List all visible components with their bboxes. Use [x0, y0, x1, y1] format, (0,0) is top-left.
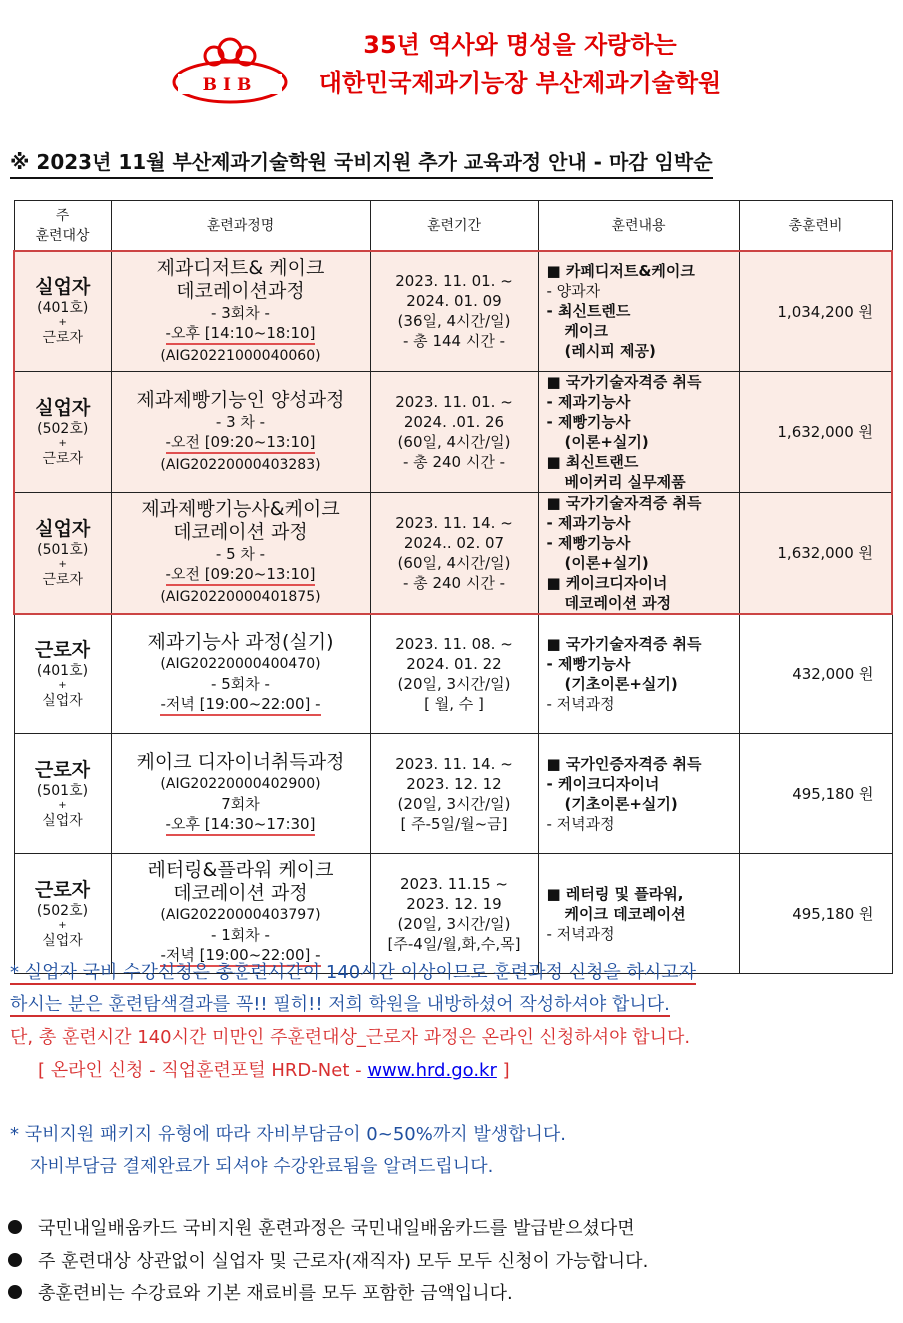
note-1: [10, 958, 696, 984]
table-row: [14, 492, 892, 614]
content-cell: [538, 251, 739, 371]
course-table: [13, 200, 893, 974]
period-line: 2023. 11. 14. ~: [395, 513, 513, 532]
bullet-icon: [8, 1220, 22, 1234]
period-line: 2024.. 02. 07: [403, 533, 505, 552]
period-line: [ 주-5일/월~금]: [400, 814, 508, 833]
course-name: 제과디저트& 케이크: [156, 256, 325, 279]
content-cell: [538, 734, 739, 854]
target-cell: [14, 614, 111, 734]
period-cell: [370, 492, 538, 614]
period-line: 2024. 01. 22: [406, 654, 502, 673]
period-cell: [370, 614, 538, 734]
period-line: 2024. .01. 26: [403, 412, 505, 431]
course-name: 케이크 디자이너취득과정: [136, 750, 345, 773]
content-line: (기초이론+실기): [564, 794, 678, 813]
bullet-item: 총훈련비는 수강료와 기본 재료비를 모두 포함한 금액입니다.: [8, 1279, 513, 1305]
course-time: -오후 [14:30~17:30]: [166, 814, 316, 836]
target-sub: 근로자: [42, 450, 84, 467]
course-round: - 5회차 -: [211, 674, 270, 693]
course-time: -저녁 [19:00~22:00] -: [160, 694, 320, 716]
period-line: (36일, 4시간/일): [397, 312, 511, 331]
period-line: 2023. 12. 12: [406, 774, 502, 793]
note1-line1: * 실업자 국비 수강신청은 총훈련시간이 140시간 이상이므로 훈련과정 신청을 하시고자: [10, 962, 697, 983]
content-line: (기초이론+실기): [564, 674, 678, 693]
content-line: - 케이크디자이너: [546, 774, 660, 793]
course-code: (AIG20220000401875): [160, 589, 321, 605]
period-cell: [370, 854, 538, 974]
course-name: 데코레이션 과정: [173, 882, 308, 904]
period-line: (60일, 4시간/일): [397, 432, 511, 451]
course-name: 제과기능사 과정(실기): [147, 630, 334, 653]
content-line: ■ 최신트랜드: [546, 452, 639, 471]
note1-line2: 하시는 분은 훈련탐색결과를 꼭!! 필히!! 저희 학원을 내방하셨어 작성하셔야 합니다.: [10, 994, 670, 1015]
period-line: [ 월, 수 ]: [424, 694, 484, 713]
content-line: - 저녁과정: [546, 924, 615, 943]
content-line: - 제과기능사: [546, 513, 631, 532]
target-room: (401호): [36, 662, 89, 679]
course-round: 7회차: [221, 794, 260, 813]
content-line: - 제빵기능사: [546, 533, 631, 552]
header-content: 훈련내용: [538, 201, 739, 252]
content-line: ■ 레터링 및 플라워,: [546, 884, 684, 903]
course-round: - 3회차 -: [211, 303, 270, 322]
cost-cell: 1,632,000 원: [739, 371, 892, 492]
target-plus: +: [58, 558, 67, 570]
content-cell: [538, 492, 739, 614]
target-plus: +: [58, 919, 67, 931]
bullet-icon: [8, 1285, 22, 1299]
period-line: [주-4일/월,화,수,목]: [387, 934, 521, 953]
period-line: 2023. 11. 14. ~: [395, 754, 513, 773]
online-apply: [ 온라인 신청 - 직업훈련포털 HRD-Net - www.hrd.go.kr ]: [38, 1060, 510, 1081]
target-cell: [14, 734, 111, 854]
table-row: [14, 371, 892, 492]
bullet-icon: [8, 1253, 22, 1267]
course-round: - 5 차 -: [215, 545, 266, 563]
content-line: 데코레이션 과정: [564, 593, 672, 612]
target-plus: +: [58, 799, 67, 811]
target-plus: +: [58, 437, 67, 449]
header-course: 훈련과정명: [111, 201, 370, 252]
content-line: 케이크 데코레이션: [564, 904, 686, 923]
course-name: 레터링&플라워 케이크: [147, 859, 334, 881]
period-line: - 총 240 시간 -: [403, 573, 505, 592]
table-row: [14, 734, 892, 854]
content-line: ■ 국가인증자격증 취득: [546, 754, 702, 773]
logo-text: BIB: [202, 75, 258, 95]
course-cell: [111, 734, 370, 854]
course-name: 데코레이션 과정: [173, 521, 308, 543]
content-line: - 제빵기능사: [546, 412, 631, 431]
target-room: (401호): [37, 300, 89, 317]
course-code: (AIG20220000403797): [160, 907, 321, 923]
period-line: (20일, 3시간/일): [397, 794, 511, 813]
content-line: - 최신트렌드: [546, 302, 631, 321]
academy-tagline: [300, 30, 740, 98]
period-line: (20일, 3시간/일): [397, 674, 511, 693]
content-cell: [538, 371, 739, 492]
period-line: 2023. 11. 01. ~: [395, 392, 513, 411]
note2-line1: * 국비지원 패키지 유형에 따라 자비부담금이 0~50%까지 발생합니다.: [10, 1124, 567, 1145]
target-plus: +: [58, 317, 67, 329]
course-round: - 3 차 -: [215, 412, 266, 431]
course-time: -오후 [14:10~18:10]: [166, 323, 316, 345]
target-room: (501호): [37, 541, 89, 558]
content-line: - 제과기능사: [546, 392, 631, 411]
bib-logo: [170, 32, 290, 108]
content-line: ■ 국가기술자격증 취득: [546, 372, 702, 391]
target-sub: 실업자: [42, 932, 83, 949]
content-line: - 저녁과정: [546, 814, 615, 833]
table-header-row: [14, 201, 892, 252]
course-code: (AIG20220000403283): [160, 456, 321, 473]
course-cell: [111, 854, 370, 974]
course-cell: [111, 614, 370, 734]
content-line: 베이커리 실무제품: [564, 472, 686, 491]
course-code: (AIG20221000040060): [160, 347, 321, 364]
period-line: 2023. 11. 01. ~: [395, 272, 513, 291]
content-line: 케이크: [564, 322, 608, 341]
content-line: ■ 카페디저트&케이크: [546, 262, 695, 281]
content-line: - 저녁과정: [546, 694, 615, 713]
target-cell: [14, 492, 111, 614]
period-line: (60일, 4시간/일): [397, 553, 511, 572]
period-line: - 총 144 시간 -: [403, 332, 505, 351]
target-room: (501호): [36, 782, 89, 799]
content-cell: [538, 614, 739, 734]
course-round: - 1회차 -: [211, 926, 270, 944]
cost-cell: 432,000 원: [739, 614, 892, 734]
course-cell: [111, 251, 370, 371]
target-sub: 근로자: [42, 571, 84, 588]
note1-line3: 단, 총 훈련시간 140시간 미만인 주훈련대상_근로자 과정은 온라인 신청하셔야 합니다.: [10, 1027, 691, 1048]
period-cell: [370, 734, 538, 854]
content-line: (이론+실기): [564, 432, 649, 451]
content-line: ■ 국가기술자격증 취득: [546, 493, 702, 512]
target-main: 근로자: [34, 878, 91, 901]
target-cell: [14, 371, 111, 492]
cost-cell: 495,180 원: [739, 734, 892, 854]
course-cell: [111, 371, 370, 492]
course-code: (AIG20220000400470): [160, 655, 321, 672]
target-main: 근로자: [34, 638, 91, 661]
table-row: [14, 251, 892, 371]
content-line: (레시피 제공): [564, 342, 656, 361]
content-line: (이론+실기): [564, 553, 649, 572]
target-sub: 근로자: [42, 330, 84, 347]
note2-line2: 자비부담금 결제완료가 되셔야 수강완료됨을 알려드립니다.: [30, 1156, 494, 1177]
period-line: 2024. 01. 09: [406, 292, 502, 311]
period-line: 2023. 11.15 ~: [400, 874, 508, 893]
target-room: (502호): [37, 420, 89, 437]
target-sub: 실업자: [42, 692, 83, 709]
target-main: 실업자: [35, 396, 91, 419]
header-cost: 총훈련비: [739, 201, 892, 252]
table-row: [14, 614, 892, 734]
cost-cell: 495,180 원: [739, 854, 892, 974]
target-main: 실업자: [35, 517, 91, 540]
tagline-line1: 35년 역사와 명성을 자랑하는: [363, 31, 677, 59]
course-time: -오전 [09:20~13:10]: [166, 432, 316, 454]
page-header: [0, 0, 903, 120]
content-line: - 양과자: [546, 282, 601, 301]
content-line: ■ 국가기술자격증 취득: [546, 634, 702, 653]
course-name: 제과제빵기능사&케이크: [141, 498, 340, 520]
target-sub: 실업자: [42, 812, 83, 829]
note-1b: [10, 990, 670, 1016]
course-time: -오전 [09:20~13:10]: [166, 564, 316, 586]
hrd-link[interactable]: www.hrd.go.kr: [367, 1060, 497, 1081]
header-target: 주 훈련대상: [14, 201, 111, 252]
bullet-item: 주 훈련대상 상관없이 실업자 및 근로자(재직자) 모두 모두 신청이 가능합니다.: [8, 1247, 648, 1273]
period-cell: [370, 251, 538, 371]
header-period: 훈련기간: [370, 201, 538, 252]
target-cell: [14, 251, 111, 371]
period-line: 2023. 11. 08. ~: [395, 634, 513, 653]
cost-cell: 1,034,200 원: [739, 251, 892, 371]
target-main: 근로자: [34, 758, 91, 781]
target-main: 실업자: [35, 276, 91, 299]
course-code: (AIG20220000402900): [160, 775, 321, 792]
period-line: 2023. 12. 19: [406, 894, 502, 913]
course-name: 제과제빵기능인 양성과정: [136, 388, 345, 411]
content-line: ■ 케이크디자이너: [546, 573, 668, 592]
cost-cell: 1,632,000 원: [739, 492, 892, 614]
course-name: 데코레이션과정: [176, 279, 305, 302]
tagline-line2: 대한민국제과기능장 부산제과기술학원: [318, 69, 722, 97]
content-cell: [538, 854, 739, 974]
course-time: -저녁 [19:00~22:00] -: [160, 945, 320, 967]
period-cell: [370, 371, 538, 492]
bullet-item: 국민내일배움카드 국비지원 훈련과정은 국민내일배움카드를 발급받으셨다면: [8, 1214, 635, 1240]
period-line: (20일, 3시간/일): [397, 914, 511, 933]
target-plus: +: [58, 679, 67, 691]
target-room: (502호): [36, 902, 89, 919]
period-line: - 총 240 시간 -: [403, 452, 505, 471]
content-line: - 제빵기능사: [546, 654, 631, 673]
course-cell: [111, 492, 370, 614]
target-cell: [14, 854, 111, 974]
notice-title: ※ 2023년 11월 부산제과기술학원 국비지원 추가 교육과정 안내 - 마감 임박순: [10, 146, 713, 179]
table-row: [14, 854, 892, 974]
